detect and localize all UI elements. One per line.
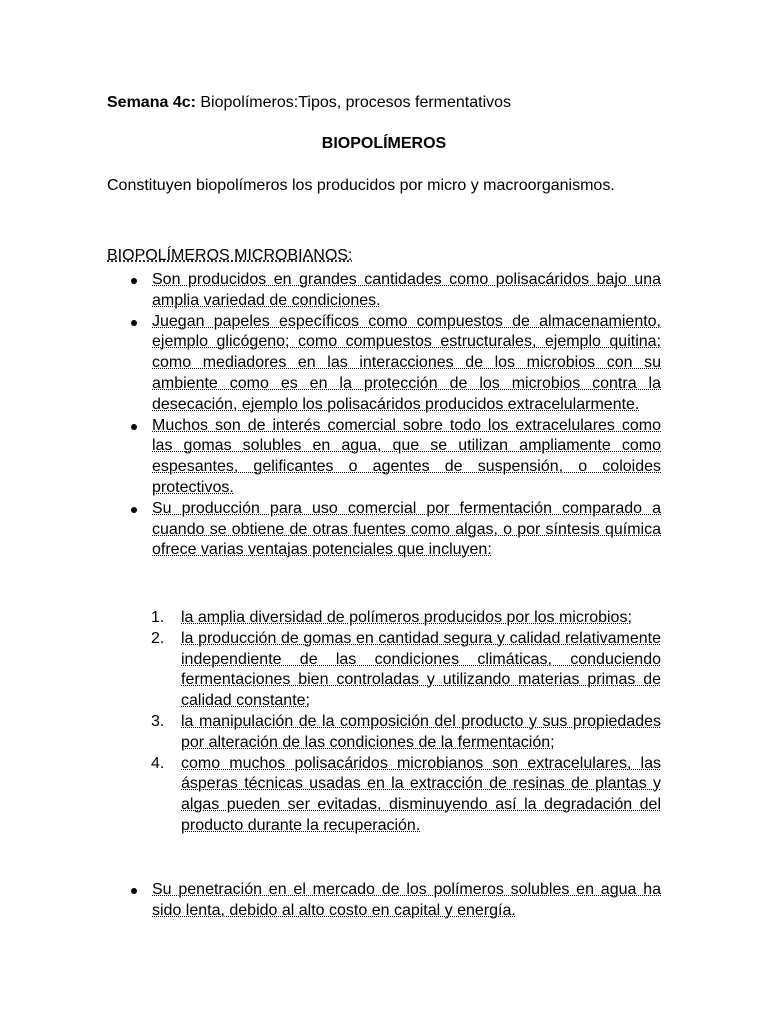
closing-bullet-list xyxy=(107,880,661,922)
bullet-text: Su producción para uso comercial por fermentación comparado a cuando se obtiene de otras fuentes como algas, o por síntesis química ofrece varias ventajas potenciales que incluyen: xyxy=(152,499,661,559)
numbered-text: como muchos polisacáridos microbianos son extracelulares, las ásperas técnicas usadas en la extracción de resinas de plantas y algas pueden ser evitadas, disminuyendo así la degradación del producto durante la recuperación. xyxy=(181,754,661,834)
bullet-text: Su penetración en el mercado de los polímeros solubles en agua ha sido lenta, debido al alto costo en capital y energía. xyxy=(152,881,661,919)
item-number: 3. xyxy=(151,712,165,730)
bullet-icon xyxy=(131,320,137,326)
document-title xyxy=(107,93,511,114)
title-topic: Biopolímeros:Tipos, procesos fermentativos xyxy=(195,94,512,111)
bullet-icon xyxy=(131,888,137,894)
numbered-text: la producción de gomas en cantidad segura y calidad relativamente independiente de las condiciones climáticas, conduciendo fermentaciones bien controladas y utilizando materias primas de calidad constante; xyxy=(181,629,661,710)
bullet-text: Juegan papeles específicos como compuestos de almacenamiento, ejemplo glicógeno; como compuestos estructurales, ejemplo quitina; como mediadores en las interacciones de los microbios con su ambiente como es en la protección de los microbios contra la desecación, ejemplo los polisacáridos producidos extracelularmente. xyxy=(152,312,661,413)
bullet-item xyxy=(107,270,661,312)
bullet-item xyxy=(107,312,661,416)
bullet-item xyxy=(107,880,661,922)
numbered-item xyxy=(107,608,661,629)
bullet-icon xyxy=(131,278,137,284)
title-week-label: Semana 4c: xyxy=(107,94,196,111)
intro-paragraph: Constituyen biopolímeros los producidos por micro y macroorganismos. xyxy=(107,177,615,194)
item-number: 1. xyxy=(151,609,165,626)
numbered-item xyxy=(107,629,661,712)
bullet-text: Son producidos en grandes cantidades como polisacáridos bajo una amplia variedad de condiciones. xyxy=(152,271,661,309)
bullet-text: Muchos son de interés comercial sobre todo los extracelulares como las gomas solubles en agua, que se utilizan ampliamente como espesantes, gelificantes o agentes de suspensión, o coloides protectivos. xyxy=(152,416,661,496)
subsection-label: BIOPOLÍMEROS MICROBIANOS: xyxy=(107,247,353,264)
bullet-icon xyxy=(131,424,137,430)
numbered-text: la manipulación de la composición del producto y sus propiedades por alteración de las condiciones de la fermentación; xyxy=(181,712,661,751)
bullet-item xyxy=(107,499,661,561)
item-number: 4. xyxy=(151,754,165,772)
numbered-text: la amplia diversidad de polímeros producidos por los microbios; xyxy=(181,609,632,626)
numbered-item xyxy=(107,754,661,837)
numbered-list xyxy=(107,608,661,837)
bullet-list xyxy=(107,270,661,561)
bullet-icon xyxy=(131,507,137,513)
item-number: 2. xyxy=(151,629,165,647)
numbered-item xyxy=(107,712,661,754)
numbered-list-wrap xyxy=(107,608,661,837)
bullet-item xyxy=(107,416,661,499)
section-heading: BIOPOLÍMEROS xyxy=(321,135,447,152)
